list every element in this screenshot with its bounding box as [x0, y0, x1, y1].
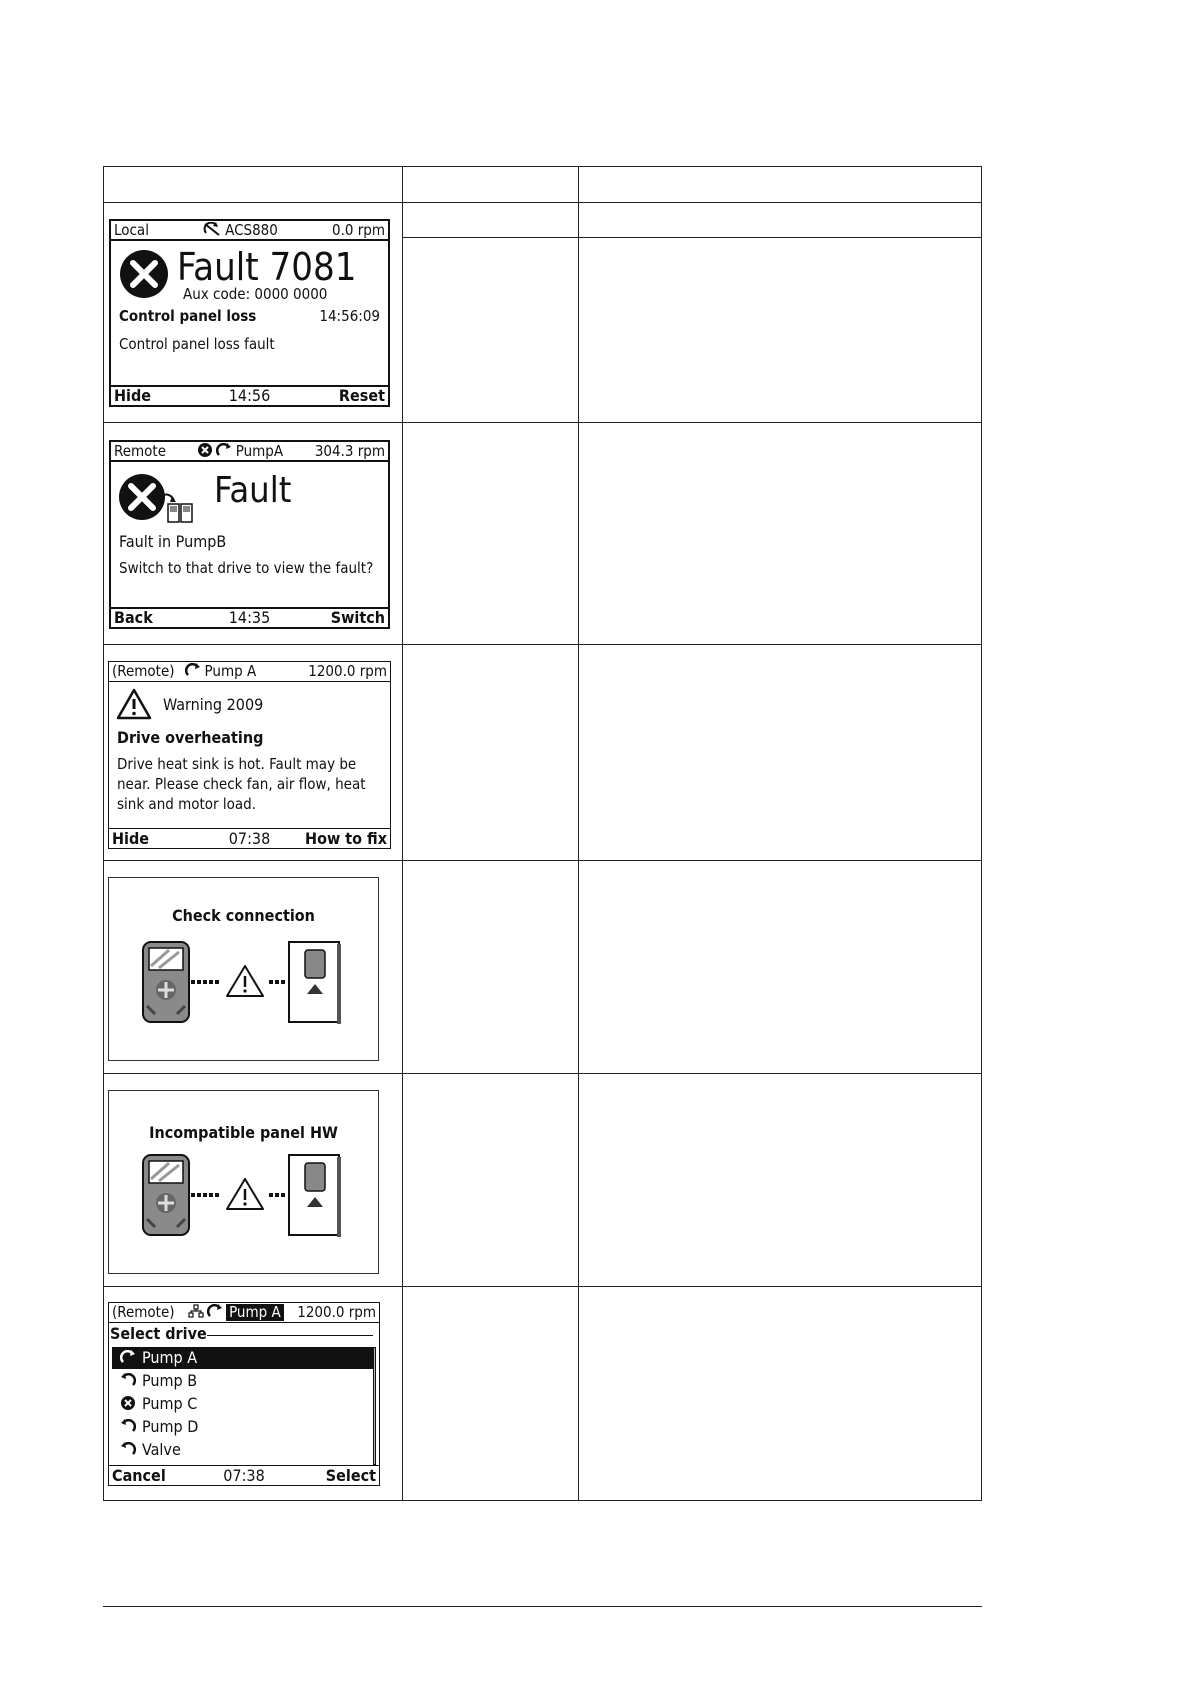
control-location: Local — [114, 220, 149, 239]
fault-title: Fault — [214, 470, 292, 511]
softkey-bar — [109, 828, 390, 848]
rotate-cw-icon — [120, 1350, 136, 1367]
remote-fault-screen — [109, 440, 390, 629]
softkey-bar — [109, 1465, 379, 1485]
display-table — [103, 166, 982, 1501]
rotate-ccw-icon — [120, 1373, 136, 1390]
hide-softkey[interactable]: Hide — [114, 386, 152, 405]
status-bar — [109, 662, 390, 682]
speed-readout: 304.3 rpm — [314, 441, 385, 460]
speed-readout: 0.0 rpm — [332, 220, 385, 239]
check-connection-title: Check connection — [172, 906, 315, 925]
status-bar — [111, 442, 388, 462]
hide-softkey[interactable]: Hide — [112, 828, 150, 848]
fault-description: Control panel loss fault — [119, 335, 275, 353]
warning-title: Warning 2009 — [163, 695, 264, 714]
softkey-bar — [111, 385, 388, 405]
cancel-softkey[interactable]: Cancel — [112, 1465, 166, 1485]
list-item-label: Pump C — [142, 1394, 198, 1413]
fault-icon — [119, 249, 169, 302]
drive-name: ACS880 — [225, 220, 278, 239]
drive-name: PumpA — [235, 441, 284, 460]
select-drive-screen — [108, 1302, 380, 1486]
back-softkey[interactable]: Back — [114, 608, 153, 627]
fault-description: Switch to that drive to view the fault? — [119, 559, 374, 577]
no-rotation-icon — [203, 222, 221, 239]
reset-softkey[interactable]: Reset — [338, 386, 385, 405]
warning-description-line-3: sink and motor load. — [117, 795, 257, 813]
heading-rule — [207, 1335, 373, 1336]
list-item-valve[interactable] — [112, 1439, 373, 1461]
network-icon — [188, 1304, 204, 1321]
warning-description-line-2: near. Please check fan, air flow, heat — [117, 775, 366, 793]
drive-name: Pump A — [226, 1304, 284, 1321]
list-item-pump-b[interactable] — [112, 1370, 373, 1392]
rotate-cw-icon — [207, 1304, 223, 1321]
list-item-label: Pump D — [142, 1417, 199, 1436]
warning-display-screen — [108, 661, 391, 849]
fault-timestamp: 14:56:09 — [319, 307, 380, 325]
rotate-ccw-icon — [120, 1419, 136, 1436]
row-divider-2 — [104, 644, 981, 645]
list-item-pump-a[interactable] — [112, 1347, 373, 1369]
control-location: (Remote) — [112, 662, 175, 680]
row-divider-3 — [104, 860, 981, 861]
list-item-label: Valve — [142, 1440, 181, 1459]
list-scrollbar[interactable] — [373, 1347, 376, 1465]
list-item-pump-c[interactable] — [112, 1393, 373, 1415]
list-item-pump-d[interactable] — [112, 1416, 373, 1438]
incompatible-panel-illustration — [108, 1090, 379, 1274]
control-location: (Remote) — [112, 1303, 175, 1321]
list-item-label: Pump B — [142, 1371, 198, 1390]
fault-icon — [120, 1396, 136, 1413]
status-bar — [109, 1303, 379, 1323]
status-bar — [111, 221, 388, 241]
rotate-ccw-icon — [120, 1442, 136, 1459]
speed-readout: 1200.0 rpm — [297, 1303, 376, 1321]
aux-code: Aux code: 0000 0000 — [183, 285, 328, 303]
select-softkey[interactable]: Select — [325, 1465, 376, 1485]
fault-small-icon — [198, 443, 212, 460]
warning-icon — [116, 688, 152, 723]
incompatible-panel-title: Incompatible panel HW — [149, 1123, 338, 1142]
list-item-label: Pump A — [142, 1348, 198, 1367]
check-connection-illustration — [108, 877, 379, 1061]
fault-name: Control panel loss — [119, 307, 257, 325]
page-footer-rule — [103, 1606, 982, 1607]
drive-name: Pump A — [204, 662, 257, 680]
switch-softkey[interactable]: Switch — [330, 608, 385, 627]
column-divider-1 — [402, 167, 403, 1500]
rotate-cw-icon — [216, 443, 232, 460]
clock: 07:38 — [223, 1465, 265, 1485]
row-divider-5 — [104, 1286, 981, 1287]
clock: 14:35 — [228, 608, 271, 627]
fault-display-screen — [109, 219, 390, 407]
fault-title: Fault 7081 — [177, 245, 357, 289]
multi-drive-fault-icon — [118, 472, 198, 527]
column-divider-2 — [578, 167, 579, 1500]
fault-name: Fault in PumpB — [119, 532, 227, 551]
softkey-bar — [111, 607, 388, 627]
how-to-fix-softkey[interactable]: How to fix — [305, 828, 388, 848]
clock: 07:38 — [228, 828, 271, 848]
warning-description-line-1: Drive heat sink is hot. Fault may be — [117, 755, 357, 773]
select-drive-heading: Select drive — [110, 1324, 207, 1343]
control-location: Remote — [114, 441, 167, 460]
header-divider — [104, 202, 981, 203]
row-divider-1 — [104, 422, 981, 423]
panel-connection-diagram — [141, 1153, 351, 1243]
panel-connection-diagram — [141, 940, 351, 1030]
subheader-divider — [402, 237, 981, 238]
clock: 14:56 — [228, 386, 271, 405]
warning-name: Drive overheating — [117, 728, 264, 747]
speed-readout: 1200.0 rpm — [308, 662, 387, 680]
row-divider-4 — [104, 1073, 981, 1074]
rotate-cw-icon — [185, 663, 201, 680]
